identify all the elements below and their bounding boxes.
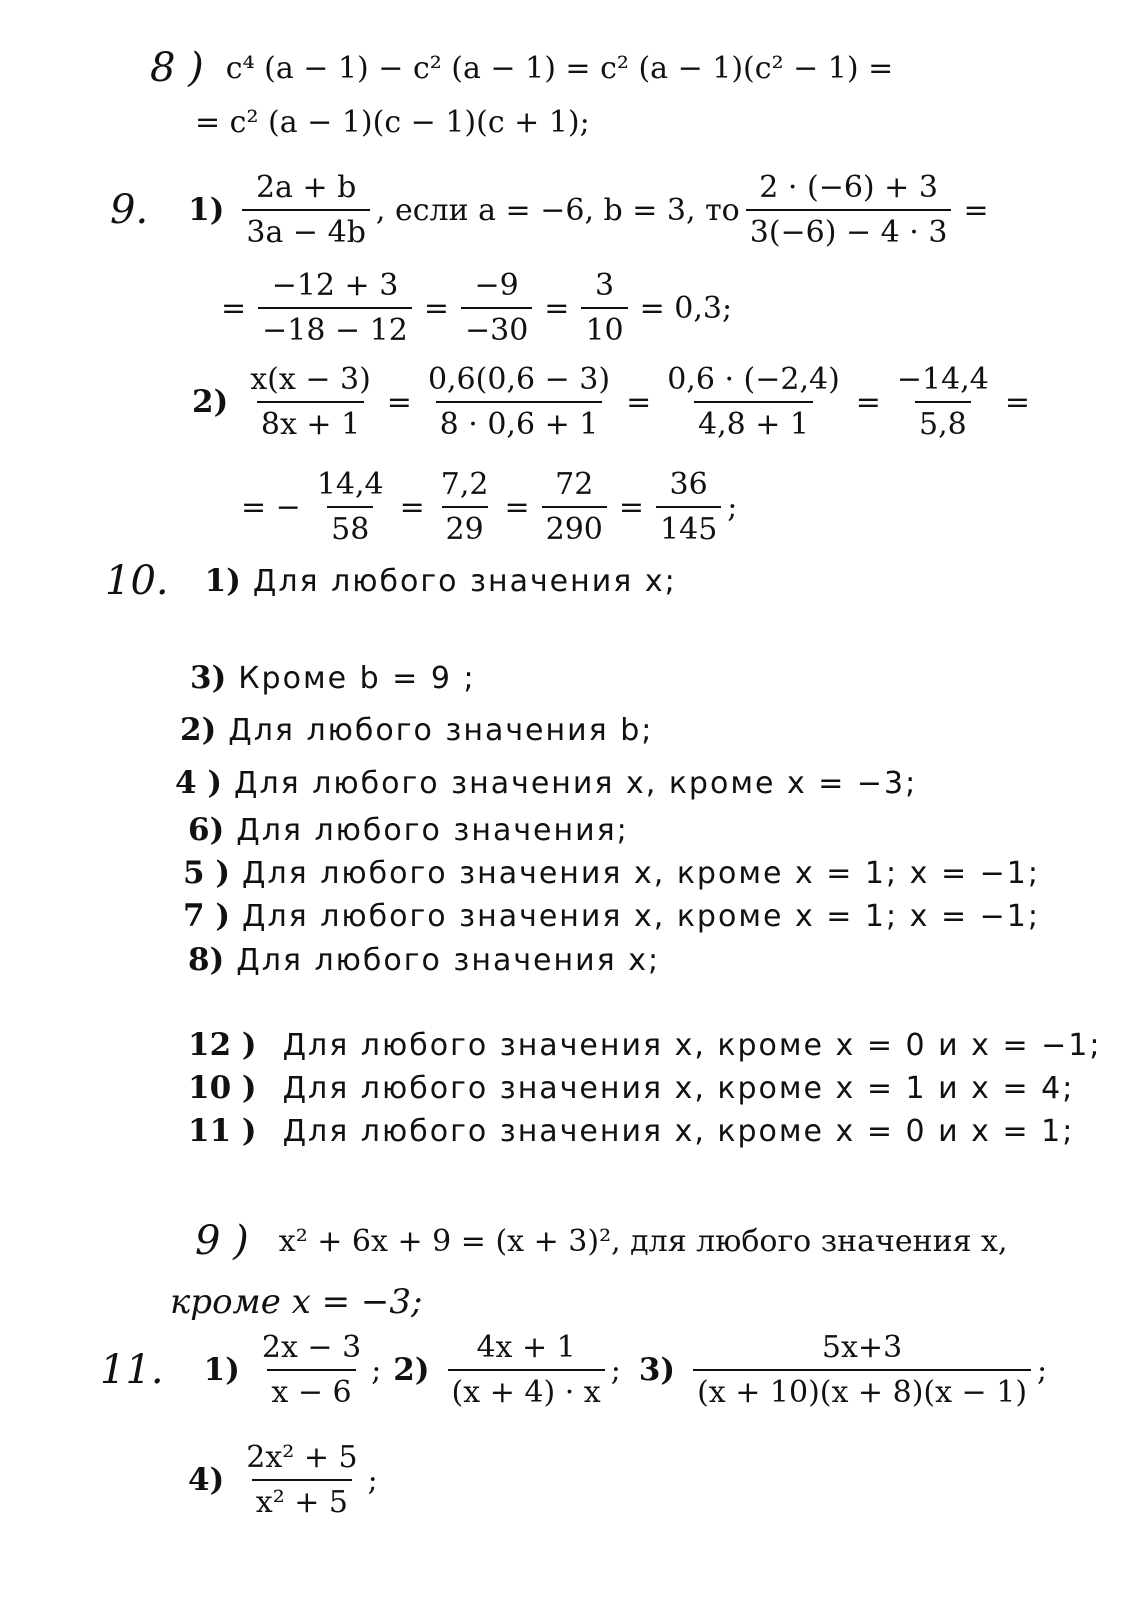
problem-8-expression: c⁴ (a − 1) − c² (a − 1) = c² (a − 1)(c² − 1) = — [225, 50, 894, 86]
item-label: 8) — [188, 942, 225, 978]
denominator: 29 — [442, 506, 488, 547]
problem-10-mark: 10. — [105, 558, 169, 604]
denominator: 3(−6) − 4 · 3 — [746, 209, 952, 250]
item-text: Для любого значения x, кроме x = −3; — [234, 765, 918, 801]
numerator: 2a + b — [255, 170, 357, 205]
separator: ; — [1037, 1352, 1048, 1388]
item-label: 12 ) — [188, 1027, 257, 1063]
problem-10-item — [195, 1218, 1008, 1264]
item-label: 11 ) — [188, 1113, 257, 1149]
numerator: −9 — [474, 268, 519, 303]
numerator: 2x² + 5 — [246, 1440, 358, 1475]
denominator: 8 · 0,6 + 1 — [436, 401, 603, 442]
item-text: x² + 6x + 9 = (x + 3)², для любого значения x, — [278, 1223, 1008, 1259]
item-label: 9 ) — [195, 1218, 249, 1264]
denominator: 4,8 + 1 — [694, 401, 813, 442]
separator: ; — [371, 1352, 382, 1388]
numerator: −14,4 — [896, 362, 989, 397]
fraction — [893, 362, 993, 442]
problem-10-item-1 — [105, 558, 677, 604]
fraction — [746, 170, 952, 250]
problem-10-item — [190, 660, 476, 696]
item-text: Кроме b = 9 ; — [238, 660, 476, 696]
fraction — [424, 362, 614, 442]
result-value: = 0,3; — [639, 290, 733, 326]
denominator: x − 6 — [267, 1369, 355, 1410]
denominator: (x + 10)(x + 8)(x − 1) — [693, 1369, 1031, 1410]
numerator: 5x+3 — [821, 1330, 903, 1365]
item-label: 2) — [192, 384, 229, 420]
numerator: 3 — [594, 268, 615, 303]
numerator: 72 — [555, 467, 594, 502]
item-label: 4 ) — [175, 765, 223, 801]
item-text: Для любого значения x; — [236, 942, 661, 978]
fraction — [663, 362, 844, 442]
problem-10-item — [188, 1027, 1101, 1063]
denominator: 8x + 1 — [257, 401, 364, 442]
item-label: 4) — [188, 1462, 225, 1498]
item-label: 7 ) — [183, 898, 231, 934]
problem-8-mark: 8 ) — [150, 45, 204, 91]
item-text: Для любого значения b; — [228, 712, 654, 748]
separator: ; — [610, 1352, 621, 1388]
item-label: 3) — [638, 1352, 676, 1388]
item-label: 3) — [190, 660, 227, 696]
denominator: 3a − 4b — [242, 209, 369, 250]
problem-11-row-2 — [188, 1440, 378, 1520]
denominator: 10 — [581, 307, 627, 348]
item-text: Для любого значения x, кроме x = 1 и x = 4; — [282, 1070, 1075, 1106]
fraction — [461, 268, 532, 348]
problem-10-item — [180, 712, 653, 748]
fraction — [693, 1330, 1031, 1410]
denominator: 5,8 — [915, 401, 971, 442]
denominator: 145 — [656, 506, 721, 547]
fraction — [242, 170, 369, 250]
numerator: 7,2 — [440, 467, 489, 502]
item-text: Для любого значения x, кроме x = 0 и x = 1; — [282, 1113, 1075, 1149]
denominator: 290 — [542, 506, 607, 547]
item-label: 1) — [204, 563, 241, 599]
numerator: 2 · (−6) + 3 — [759, 170, 938, 205]
problem-10-item — [183, 898, 1040, 934]
numerator: 36 — [669, 467, 708, 502]
problem-8-result: = c² (a − 1)(c − 1)(c + 1); — [195, 105, 590, 140]
problem-9-mark: 9. — [110, 187, 149, 233]
problem-9-item-2-result: = − $\frac{14,4}{58}$ = $\frac{7,2}{29}$ = $\frac{72}{290}$ = $\frac{36}{145}$ ; — [241, 467, 738, 547]
fraction — [581, 268, 627, 348]
denominator: −30 — [461, 307, 532, 348]
problem-11-row-1 — [100, 1330, 1047, 1410]
item-label: 1) — [203, 1352, 240, 1388]
fraction — [313, 467, 388, 547]
item-text: Для любого значения x, кроме x = 0 и x = −1; — [282, 1027, 1102, 1063]
item-text: Для любого значения x, кроме x = 1; x = −1; — [242, 898, 1040, 934]
problem-8-line-1 — [150, 45, 893, 91]
item-label: 1) — [188, 192, 225, 228]
numerator: 4x + 1 — [476, 1330, 576, 1365]
fraction — [246, 362, 375, 442]
problem-11-mark: 11. — [100, 1347, 164, 1393]
denominator: x² + 5 — [252, 1479, 352, 1520]
item-text: кроме x = −3; — [170, 1282, 423, 1322]
separator: ; — [367, 1462, 378, 1498]
numerator: 0,6 · (−2,4) — [667, 362, 840, 397]
denominator: (x + 4) · x — [448, 1369, 605, 1410]
numerator: −12 + 3 — [271, 268, 399, 303]
problem-8-line-2 — [195, 105, 590, 140]
problem-10-item — [188, 812, 629, 848]
denominator: 58 — [327, 506, 373, 547]
item-text: Для любого значения; — [236, 812, 629, 848]
item-label: 6) — [188, 812, 225, 848]
problem-10-item — [188, 942, 660, 978]
problem-10-item — [188, 1070, 1074, 1106]
numerator: 14,4 — [316, 467, 384, 502]
item-text: Для любого значения x; — [252, 563, 677, 599]
item-label: 2) — [180, 712, 217, 748]
denominator: −18 − 12 — [258, 307, 412, 348]
problem-10-item — [183, 855, 1040, 891]
item-label: 10 ) — [188, 1070, 257, 1106]
fraction — [258, 268, 412, 348]
problem-10-item — [175, 765, 917, 801]
item-text: Для любого значения x, кроме x = 1; x = −1; — [242, 855, 1040, 891]
problem-10-tail — [170, 1282, 423, 1322]
numerator: 2x − 3 — [261, 1330, 362, 1365]
numerator: x(x − 3) — [250, 362, 371, 397]
fraction — [242, 1440, 361, 1520]
numerator: 0,6(0,6 − 3) — [427, 362, 611, 397]
fraction — [448, 1330, 605, 1410]
problem-9-item-2: 2) $\frac{x(x - 3)}{8x + 1}$ = $\frac{0,6(0,6 - 3)}{8 \cdot 0,6 + 1}$ = $\frac{0,6 \cdot (-2,4)}{4,8 + 1}$ = $\frac{-14,4}{5,8}$ = — [192, 362, 1030, 442]
fraction — [542, 467, 607, 547]
problem-9-item-1 — [110, 170, 995, 250]
equals-sign: = — [963, 192, 989, 228]
condition-text: , если a = −6, b = 3, то — [375, 192, 740, 228]
fraction — [437, 467, 493, 547]
problem-9-item-1-result: = $\frac{-12 + 3}{-18 - 12}$ = $\frac{-9}{-30}$ = $\frac{3}{10}$ = 0,3; — [221, 268, 733, 348]
problem-10-item — [188, 1113, 1074, 1149]
item-label: 5 ) — [183, 855, 231, 891]
item-label: 2) — [393, 1352, 430, 1388]
fraction — [656, 467, 721, 547]
fraction — [258, 1330, 365, 1410]
